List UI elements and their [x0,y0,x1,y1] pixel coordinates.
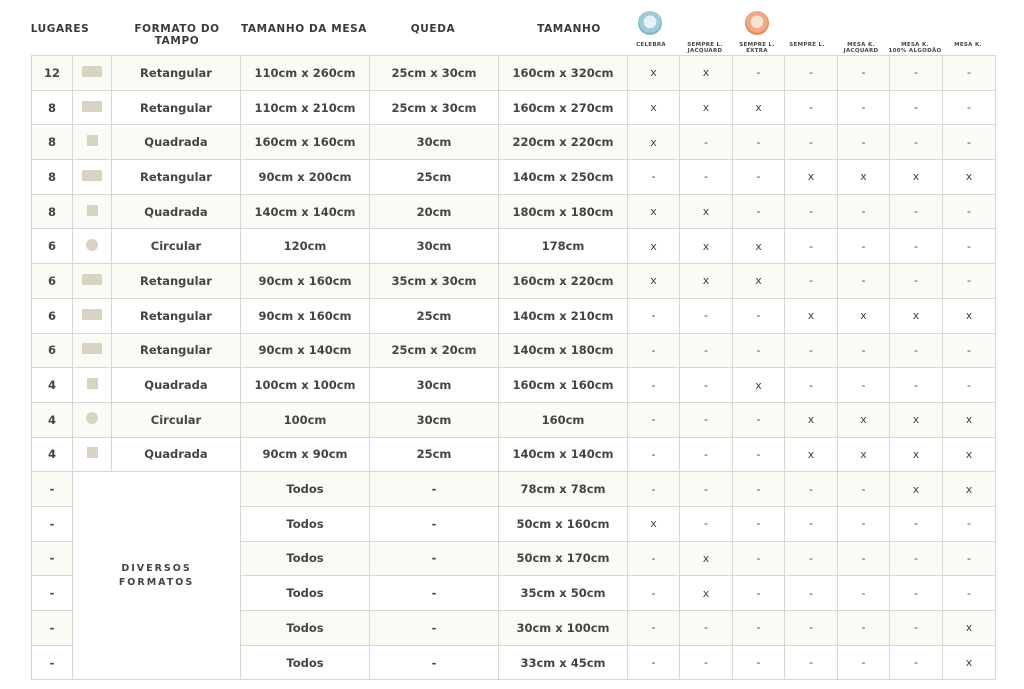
cell-product-mark: - [890,333,943,368]
cell-tamanho-da-mesa: Todos [241,472,370,507]
cell-product-mark: - [733,194,785,229]
cell-lugares: - [32,576,73,611]
cell-queda: 25cm x 20cm [370,333,499,368]
cell-product-mark: - [785,645,838,680]
cell-tamanho: 160cm [499,402,628,437]
cell-product-mark: - [628,541,680,576]
header-product-line: MESA K. [954,42,982,48]
cell-lugares: - [32,611,73,646]
cell-product-mark: - [628,645,680,680]
cell-product-mark: - [628,160,680,195]
cell-product-mark: x [680,56,733,91]
cell-product-mark: - [628,472,680,507]
cell-product-mark: - [628,402,680,437]
cell-shape [73,264,112,299]
cell-shape [73,333,112,368]
table-row [32,264,996,299]
cell-tamanho-da-mesa: 100cm x 100cm [241,368,370,403]
table-row [32,125,996,160]
cell-product-mark: - [733,437,785,472]
cell-product-mark: - [943,90,996,125]
cell-product-mark: - [785,576,838,611]
cell-tamanho: 160cm x 220cm [499,264,628,299]
cell-queda: 30cm [370,229,499,264]
cell-product-mark: - [733,645,785,680]
cell-tamanho-da-mesa: 90cm x 140cm [241,333,370,368]
cell-product-mark: - [838,611,890,646]
header-product-4 [779,42,835,48]
cell-product-mark: - [838,194,890,229]
cell-product-mark: - [733,506,785,541]
cell-product-mark: - [785,472,838,507]
cell-product-mark: - [733,333,785,368]
cell-product-mark: - [680,333,733,368]
cell-shape [73,90,112,125]
cell-product-mark: x [890,437,943,472]
cell-product-mark: x [680,90,733,125]
cell-product-mark: x [838,402,890,437]
rectangle-shape-icon [82,101,102,112]
cell-product-mark: - [838,90,890,125]
cell-product-mark: - [890,194,943,229]
cell-formato: Retangular [112,264,241,299]
cell-product-mark: - [943,264,996,299]
cell-shape [73,229,112,264]
cell-shape [73,437,112,472]
cell-formato: Quadrada [112,437,241,472]
cell-product-mark: - [680,160,733,195]
cell-product-mark: x [785,160,838,195]
rectangle-shape-icon [82,66,102,77]
cell-product-mark: - [680,506,733,541]
cell-tamanho-da-mesa: 90cm x 90cm [241,437,370,472]
cell-product-mark: - [628,333,680,368]
cell-lugares: 8 [32,125,73,160]
cell-tamanho-da-mesa: Todos [241,506,370,541]
cell-formato: Retangular [112,56,241,91]
circle-shape-icon [86,239,98,251]
merged-label-line: FORMATOS [118,576,195,588]
rectangle-shape-icon [82,274,102,285]
cell-shape [73,125,112,160]
cell-product-mark: - [733,402,785,437]
cell-product-mark: x [943,298,996,333]
cell-product-mark: x [628,125,680,160]
rectangle-shape-icon [82,309,102,320]
cell-product-mark: - [680,437,733,472]
cell-lugares: - [32,541,73,576]
table-row [32,402,996,437]
cell-tamanho-da-mesa: 110cm x 260cm [241,56,370,91]
cell-tamanho: 78cm x 78cm [499,472,628,507]
cell-product-mark: - [628,368,680,403]
cell-lugares: 4 [32,402,73,437]
cell-shape [73,368,112,403]
cell-product-mark: - [733,611,785,646]
cell-tamanho-da-mesa: Todos [241,576,370,611]
cell-tamanho: 50cm x 170cm [499,541,628,576]
cell-product-mark: - [943,368,996,403]
sempre-l-extra-logo-icon [745,11,769,35]
cell-product-mark: x [680,229,733,264]
cell-tamanho-da-mesa: 90cm x 160cm [241,298,370,333]
table-row [32,437,996,472]
header-product-line: SEMPRE L. [687,42,723,48]
cell-shape [73,160,112,195]
celebra-logo-icon [638,11,662,35]
header-queda: QUEDA [410,23,456,35]
cell-product-mark: x [680,264,733,299]
cell-queda: 35cm x 30cm [370,264,499,299]
table-row [32,90,996,125]
cell-queda: - [370,576,499,611]
header-tamanho: TAMANHO [537,23,601,35]
cell-tamanho-da-mesa: Todos [241,611,370,646]
cell-product-mark: x [838,160,890,195]
cell-product-mark: - [943,56,996,91]
cell-queda: 25cm [370,160,499,195]
cell-tamanho: 160cm x 320cm [499,56,628,91]
cell-lugares: 6 [32,298,73,333]
cell-product-mark: x [733,264,785,299]
cell-product-mark: x [838,298,890,333]
cell-lugares: 8 [32,90,73,125]
cell-tamanho: 178cm [499,229,628,264]
header-product-line: SEMPRE L. [739,42,775,48]
cell-product-mark: - [785,229,838,264]
cell-product-mark: - [890,611,943,646]
cell-product-mark: x [733,90,785,125]
cell-formato: Retangular [112,333,241,368]
cell-product-mark: x [943,160,996,195]
cell-product-mark: - [838,472,890,507]
cell-tamanho: 140cm x 180cm [499,333,628,368]
cell-queda: 25cm [370,437,499,472]
cell-product-mark: - [733,160,785,195]
cell-tamanho-da-mesa: 140cm x 140cm [241,194,370,229]
cell-tamanho: 35cm x 50cm [499,576,628,611]
cell-tamanho-da-mesa: 160cm x 160cm [241,125,370,160]
cell-lugares: - [32,645,73,680]
header-product-2 [677,42,733,54]
cell-product-mark: - [785,333,838,368]
cell-tamanho: 180cm x 180cm [499,194,628,229]
cell-queda: 25cm [370,298,499,333]
cell-product-mark: - [733,541,785,576]
cell-tamanho: 160cm x 270cm [499,90,628,125]
cell-tamanho: 160cm x 160cm [499,368,628,403]
cell-shape [73,56,112,91]
header-product-line: SEMPRE L. [789,42,825,48]
cell-formato: Quadrada [112,368,241,403]
rectangle-shape-icon [82,170,102,181]
cell-product-mark: - [838,541,890,576]
cell-product-mark: x [943,437,996,472]
cell-lugares: 8 [32,194,73,229]
cell-product-mark: - [628,298,680,333]
cell-tamanho-da-mesa: 90cm x 160cm [241,264,370,299]
cell-product-mark: - [943,576,996,611]
cell-formato: Circular [112,402,241,437]
cell-formato: Retangular [112,298,241,333]
header-product-line: JACQUARD [843,48,879,54]
cell-product-mark: - [838,645,890,680]
cell-product-mark: - [838,333,890,368]
cell-queda: - [370,541,499,576]
cell-product-mark: x [628,229,680,264]
cell-tamanho: 220cm x 220cm [499,125,628,160]
cell-product-mark: - [890,56,943,91]
cell-product-mark: - [733,125,785,160]
cell-queda: 30cm [370,368,499,403]
table-row [32,160,996,195]
cell-product-mark: x [890,472,943,507]
cell-queda: - [370,645,499,680]
cell-product-mark: - [890,264,943,299]
cell-formato: Quadrada [112,194,241,229]
cell-product-mark: x [785,437,838,472]
cell-product-mark: - [628,611,680,646]
cell-product-mark: - [628,576,680,611]
cell-tamanho-da-mesa: Todos [241,541,370,576]
cell-product-mark: - [733,56,785,91]
square-shape-icon [87,135,98,146]
header-product-7 [940,42,996,48]
cell-product-mark: - [943,229,996,264]
cell-product-mark: - [838,368,890,403]
cell-formato: Circular [112,229,241,264]
cell-product-mark: x [943,402,996,437]
cell-product-mark: x [890,402,943,437]
cell-product-mark: - [733,576,785,611]
cell-queda: - [370,611,499,646]
square-shape-icon [87,205,98,216]
cell-product-mark: x [628,264,680,299]
cell-product-mark: - [733,298,785,333]
cell-product-mark: x [838,437,890,472]
cell-lugares: - [32,472,73,507]
table-row [32,333,996,368]
header-product-line: CELEBRA [636,42,666,48]
cell-lugares: 12 [32,56,73,91]
cell-tamanho: 140cm x 250cm [499,160,628,195]
cell-shape [73,298,112,333]
cell-product-mark: - [680,645,733,680]
rectangle-shape-icon [82,343,102,354]
table-row [32,472,996,507]
cell-product-mark: - [838,264,890,299]
cell-product-mark: - [838,56,890,91]
cell-product-mark: x [943,611,996,646]
cell-product-mark: x [890,160,943,195]
cell-queda: 30cm [370,125,499,160]
cell-product-mark: x [680,541,733,576]
cell-tamanho: 140cm x 210cm [499,298,628,333]
cell-product-mark: - [943,194,996,229]
cell-formato: Quadrada [112,125,241,160]
square-shape-icon [87,447,98,458]
cell-diversos-formatos [73,472,241,680]
cell-product-mark: - [890,90,943,125]
header-product-6 [887,42,943,54]
cell-formato: Retangular [112,90,241,125]
circle-shape-icon [86,412,98,424]
cell-queda: 25cm x 30cm [370,56,499,91]
cell-tamanho-da-mesa: 120cm [241,229,370,264]
cell-tamanho-da-mesa: Todos [241,645,370,680]
cell-product-mark: x [943,645,996,680]
table-row [32,229,996,264]
cell-product-mark: - [680,368,733,403]
header-product-line: 100% ALGODÃO [888,48,942,54]
header-formato-do-tampo: FORMATO DO TAMPO [134,23,220,47]
cell-product-mark: - [785,125,838,160]
cell-lugares: - [32,506,73,541]
cell-lugares: 4 [32,437,73,472]
cell-tamanho: 33cm x 45cm [499,645,628,680]
header-tamanho-da-mesa: TAMANHO DA MESA [240,23,367,35]
cell-product-mark: x [628,56,680,91]
cell-product-mark: - [785,368,838,403]
cell-product-mark: x [733,368,785,403]
cell-product-mark: - [838,125,890,160]
cell-product-mark: - [785,264,838,299]
cell-lugares: 6 [32,264,73,299]
cell-product-mark: - [890,125,943,160]
cell-product-mark: x [628,90,680,125]
header-product-3 [729,42,785,54]
cell-product-mark: - [890,368,943,403]
cell-product-mark: x [680,576,733,611]
header-product-line: JACQUARD [687,48,723,54]
cell-product-mark: - [890,576,943,611]
cell-product-mark: - [680,298,733,333]
cell-product-mark: - [785,90,838,125]
cell-queda: 30cm [370,402,499,437]
cell-product-mark: - [890,541,943,576]
cell-product-mark: - [943,506,996,541]
cell-product-mark: - [680,125,733,160]
cell-product-mark: - [838,229,890,264]
cell-tamanho-da-mesa: 100cm [241,402,370,437]
cell-product-mark: - [628,437,680,472]
cell-product-mark: - [890,229,943,264]
merged-label-line: DIVERSOS [121,562,192,574]
cell-tamanho: 50cm x 160cm [499,506,628,541]
cell-queda: - [370,472,499,507]
table-row [32,194,996,229]
cell-product-mark: - [785,194,838,229]
cell-tamanho: 30cm x 100cm [499,611,628,646]
cell-formato: Retangular [112,160,241,195]
cell-shape [73,402,112,437]
cell-shape [73,194,112,229]
cell-queda: - [370,506,499,541]
header-product-line: MESA K. [901,42,929,48]
table-row [32,368,996,403]
cell-product-mark: - [785,541,838,576]
cell-tamanho: 140cm x 140cm [499,437,628,472]
cell-product-mark: x [943,472,996,507]
cell-product-mark: x [733,229,785,264]
cell-product-mark: - [785,56,838,91]
cell-product-mark: - [943,333,996,368]
cell-product-mark: - [943,541,996,576]
header-product-line: MESA K. [847,42,875,48]
cell-product-mark: x [890,298,943,333]
cell-product-mark: x [785,298,838,333]
cell-lugares: 8 [32,160,73,195]
cell-lugares: 6 [32,333,73,368]
header-product-5 [833,42,889,54]
cell-product-mark: x [628,506,680,541]
cell-product-mark: x [785,402,838,437]
square-shape-icon [87,378,98,389]
cell-product-mark: - [838,506,890,541]
cell-product-mark: - [838,576,890,611]
table-row [32,56,996,91]
cell-product-mark: - [943,125,996,160]
cell-product-mark: - [680,472,733,507]
cell-lugares: 4 [32,368,73,403]
cell-queda: 20cm [370,194,499,229]
size-table [31,55,996,680]
header-lugares: LUGARES [30,23,90,35]
cell-product-mark: - [680,611,733,646]
cell-product-mark: - [785,506,838,541]
cell-product-mark: - [680,402,733,437]
cell-tamanho-da-mesa: 90cm x 200cm [241,160,370,195]
cell-tamanho-da-mesa: 110cm x 210cm [241,90,370,125]
header-product-1 [623,42,679,48]
table-row [32,298,996,333]
cell-queda: 25cm x 30cm [370,90,499,125]
header-product-line: EXTRA [746,48,768,54]
cell-product-mark: - [785,611,838,646]
cell-product-mark: x [628,194,680,229]
cell-lugares: 6 [32,229,73,264]
cell-product-mark: - [733,472,785,507]
cell-product-mark: x [680,194,733,229]
cell-product-mark: - [890,645,943,680]
cell-product-mark: - [890,506,943,541]
